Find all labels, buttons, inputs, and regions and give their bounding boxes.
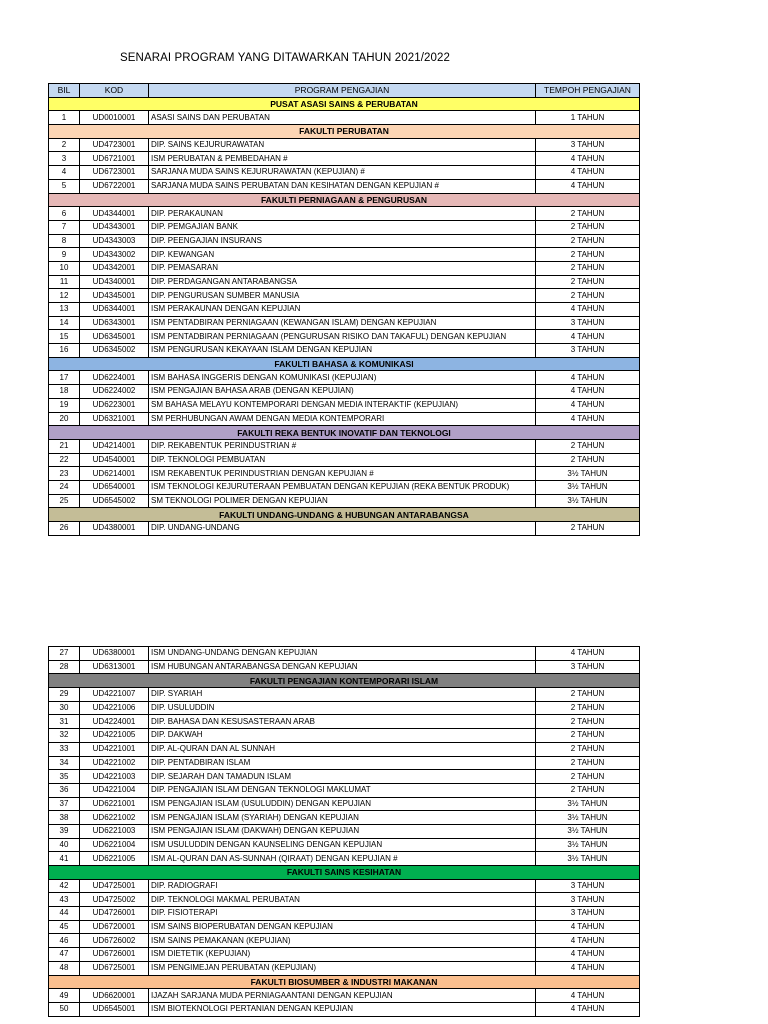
row-bil: 38 [49, 811, 80, 825]
row-bil: 37 [49, 797, 80, 811]
row-program: ISM TEKNOLOGI KEJURUTERAAN PEMBUATAN DENGAN KEPUJIAN (REKA BENTUK PRODUK) [149, 480, 536, 494]
row-bil: 7 [49, 220, 80, 234]
row-bil: 18 [49, 385, 80, 399]
faculty-section-label: FAKULTI PERNIAGAAN & PENGURUSAN [49, 193, 640, 207]
table-row [49, 234, 640, 248]
row-program: ISM AL-QURAN DAN AS-SUNNAH (QIRAAT) DENGAN KEPUJIAN # [149, 852, 536, 866]
row-program: ISM HUBUNGAN ANTARABANGSA DENGAN KEPUJIAN [149, 660, 536, 674]
table-row [49, 179, 640, 193]
row-bil: 20 [49, 412, 80, 426]
row-kod: UD4221003 [80, 770, 149, 784]
row-program: DIP. PEENGAJIAN INSURANS [149, 234, 536, 248]
row-bil: 50 [49, 1002, 80, 1016]
row-kod: UD6343001 [80, 316, 149, 330]
row-bil: 42 [49, 879, 80, 893]
table-row [49, 453, 640, 467]
row-tempoh: 3½ TAHUN [536, 467, 640, 481]
row-bil: 2 [49, 138, 80, 152]
row-kod: UD4726001 [80, 907, 149, 921]
row-program: ISM PERAKAUNAN DENGAN KEPUJIAN [149, 303, 536, 317]
faculty-section-label: FAKULTI BIOSUMBER & INDUSTRI MAKANAN [49, 975, 640, 989]
row-tempoh: 3 TAHUN [536, 316, 640, 330]
table-row [49, 330, 640, 344]
row-program: DIP. PERAKAUNAN [149, 207, 536, 221]
row-kod: UD4340001 [80, 275, 149, 289]
row-bil: 44 [49, 907, 80, 921]
row-program: DIP. PEMASARAN [149, 261, 536, 275]
row-kod: UD4725002 [80, 893, 149, 907]
row-tempoh: 2 TAHUN [536, 275, 640, 289]
row-tempoh: 2 TAHUN [536, 220, 640, 234]
row-program: SARJANA MUDA SAINS KEJURURAWATAN (KEPUJIAN) # [149, 166, 536, 180]
row-bil: 48 [49, 961, 80, 975]
row-kod: UD4221007 [80, 688, 149, 702]
row-program: ISM UNDANG-UNDANG DENGAN KEPUJIAN [149, 647, 536, 661]
row-bil: 5 [49, 179, 80, 193]
row-kod: UD6221003 [80, 824, 149, 838]
row-program: ISM PENGAJIAN ISLAM (SYARIAH) DENGAN KEPUJIAN [149, 811, 536, 825]
row-tempoh: 2 TAHUN [536, 783, 640, 797]
row-bil: 43 [49, 893, 80, 907]
row-kod: UD6720001 [80, 920, 149, 934]
row-program: SM TEKNOLOGI POLIMER DENGAN KEPUJIAN [149, 494, 536, 508]
row-program: DIP. KEWANGAN [149, 248, 536, 262]
row-program: ISM PENTADBIRAN PERNIAGAAN (KEWANGAN ISLAM) DENGAN KEPUJIAN [149, 316, 536, 330]
row-kod: UD4343001 [80, 220, 149, 234]
row-tempoh: 2 TAHUN [536, 207, 640, 221]
program-table-part-1 [48, 83, 640, 536]
row-bil: 1 [49, 111, 80, 125]
row-kod: UD6545001 [80, 1002, 149, 1016]
row-kod: UD4221002 [80, 756, 149, 770]
table-row [49, 811, 640, 825]
faculty-section-row [49, 357, 640, 371]
row-tempoh: 3 TAHUN [536, 879, 640, 893]
row-tempoh: 1 TAHUN [536, 111, 640, 125]
row-tempoh: 2 TAHUN [536, 756, 640, 770]
row-tempoh: 4 TAHUN [536, 152, 640, 166]
faculty-section-row [49, 426, 640, 440]
table-row [49, 783, 640, 797]
row-kod: UD4221004 [80, 783, 149, 797]
faculty-section-label: FAKULTI PERUBATAN [49, 125, 640, 139]
row-tempoh: 4 TAHUN [536, 385, 640, 399]
row-tempoh: 2 TAHUN [536, 701, 640, 715]
table-row [49, 207, 640, 221]
table-row [49, 220, 640, 234]
row-kod: UD0010001 [80, 111, 149, 125]
row-kod: UD6221004 [80, 838, 149, 852]
row-tempoh: 3 TAHUN [536, 344, 640, 358]
row-program: ISM PENGAJIAN ISLAM (USULUDDIN) DENGAN KEPUJIAN [149, 797, 536, 811]
row-tempoh: 4 TAHUN [536, 989, 640, 1003]
row-bil: 32 [49, 729, 80, 743]
row-bil: 35 [49, 770, 80, 784]
row-bil: 21 [49, 439, 80, 453]
row-bil: 45 [49, 920, 80, 934]
table-row [49, 480, 640, 494]
row-kod: UD6344001 [80, 303, 149, 317]
table-row [49, 852, 640, 866]
row-tempoh: 4 TAHUN [536, 179, 640, 193]
table-row [49, 275, 640, 289]
row-program: DIP. PEMGAJIAN BANK [149, 220, 536, 234]
table-row [49, 701, 640, 715]
table-row [49, 344, 640, 358]
row-tempoh: 4 TAHUN [536, 303, 640, 317]
row-kod: UD6726001 [80, 948, 149, 962]
row-kod: UD6540001 [80, 480, 149, 494]
row-bil: 10 [49, 261, 80, 275]
table-row [49, 152, 640, 166]
row-kod: UD6223001 [80, 398, 149, 412]
row-tempoh: 3½ TAHUN [536, 797, 640, 811]
row-bil: 13 [49, 303, 80, 317]
table-row [49, 261, 640, 275]
row-tempoh: 3 TAHUN [536, 138, 640, 152]
row-kod: UD6723001 [80, 166, 149, 180]
program-table-part-2 [48, 646, 640, 1017]
row-kod: UD6313001 [80, 660, 149, 674]
page-title: SENARAI PROGRAM YANG DITAWARKAN TAHUN 2021/2022 [120, 52, 450, 64]
row-bil: 40 [49, 838, 80, 852]
row-kod: UD4221005 [80, 729, 149, 743]
header-program: PROGRAM PENGAJIAN [149, 84, 536, 98]
row-tempoh: 3½ TAHUN [536, 494, 640, 508]
row-kod: UD4343003 [80, 234, 149, 248]
row-tempoh: 3½ TAHUN [536, 838, 640, 852]
row-program: DIP. SAINS KEJURURAWATAN [149, 138, 536, 152]
row-bil: 9 [49, 248, 80, 262]
faculty-section-row [49, 193, 640, 207]
row-program: DIP. FISIOTERAPI [149, 907, 536, 921]
row-bil: 39 [49, 824, 80, 838]
table-header-row [49, 84, 640, 98]
table-row [49, 715, 640, 729]
table-row [49, 934, 640, 948]
row-program: DIP. AL-QURAN DAN AL SUNNAH [149, 742, 536, 756]
row-program: ISM USULUDDIN DENGAN KAUNSELING DENGAN KEPUJIAN [149, 838, 536, 852]
faculty-section-label: FAKULTI UNDANG-UNDANG & HUBUNGAN ANTARABANGSA [49, 508, 640, 522]
header-bil: BIL [49, 84, 80, 98]
row-bil: 12 [49, 289, 80, 303]
row-program: ISM PENTADBIRAN PERNIAGAAN (PENGURUSAN RISIKO DAN TAKAFUL) DENGAN KEPUJIAN [149, 330, 536, 344]
row-kod: UD6224002 [80, 385, 149, 399]
row-program: DIP. PENGAJIAN ISLAM DENGAN TEKNOLOGI MAKLUMAT [149, 783, 536, 797]
row-program: DIP. PENTADBIRAN ISLAM [149, 756, 536, 770]
row-program: ISM PENGAJIAN BAHASA ARAB (DENGAN KEPUJIAN) [149, 385, 536, 399]
row-tempoh: 4 TAHUN [536, 330, 640, 344]
header-tempoh: TEMPOH PENGAJIAN [536, 84, 640, 98]
row-kod: UD6221001 [80, 797, 149, 811]
row-program: ISM PENGAJIAN ISLAM (DAKWAH) DENGAN KEPUJIAN [149, 824, 536, 838]
row-program: ISM BAHASA INGGERIS DENGAN KOMUNIKASI (KEPUJIAN) [149, 371, 536, 385]
row-kod: UD4224001 [80, 715, 149, 729]
table-row [49, 961, 640, 975]
row-kod: UD6721001 [80, 152, 149, 166]
table-row [49, 316, 640, 330]
table-row [49, 824, 640, 838]
row-kod: UD6224001 [80, 371, 149, 385]
row-kod: UD6214001 [80, 467, 149, 481]
row-bil: 11 [49, 275, 80, 289]
row-tempoh: 4 TAHUN [536, 948, 640, 962]
row-program: DIP. UNDANG-UNDANG [149, 522, 536, 536]
row-program: DIP. RADIOGRAFI [149, 879, 536, 893]
row-bil: 8 [49, 234, 80, 248]
row-program: DIP. REKABENTUK PERINDUSTRIAN # [149, 439, 536, 453]
row-program: DIP. DAKWAH [149, 729, 536, 743]
row-program: ASASI SAINS DAN PERUBATAN [149, 111, 536, 125]
row-kod: UD4342001 [80, 261, 149, 275]
table-row [49, 138, 640, 152]
row-program: ISM SAINS BIOPERUBATAN DENGAN KEPUJIAN [149, 920, 536, 934]
row-bil: 22 [49, 453, 80, 467]
row-bil: 23 [49, 467, 80, 481]
row-tempoh: 2 TAHUN [536, 261, 640, 275]
row-tempoh: 3½ TAHUN [536, 480, 640, 494]
row-kod: UD6725001 [80, 961, 149, 975]
row-bil: 41 [49, 852, 80, 866]
faculty-section-row [49, 866, 640, 880]
table-row [49, 412, 640, 426]
table-row [49, 742, 640, 756]
table-row [49, 248, 640, 262]
row-kod: UD6726002 [80, 934, 149, 948]
row-bil: 31 [49, 715, 80, 729]
faculty-section-row [49, 97, 640, 111]
row-tempoh: 3½ TAHUN [536, 811, 640, 825]
row-kod: UD6345001 [80, 330, 149, 344]
row-bil: 28 [49, 660, 80, 674]
table-row [49, 797, 640, 811]
row-program: DIP. TEKNOLOGI MAKMAL PERUBATAN [149, 893, 536, 907]
row-bil: 17 [49, 371, 80, 385]
faculty-section-label: FAKULTI SAINS KESIHATAN [49, 866, 640, 880]
table-row [49, 166, 640, 180]
row-kod: UD4380001 [80, 522, 149, 536]
table-row [49, 289, 640, 303]
row-kod: UD4725001 [80, 879, 149, 893]
row-bil: 6 [49, 207, 80, 221]
row-program: SM BAHASA MELAYU KONTEMPORARI DENGAN MEDIA INTERAKTIF (KEPUJIAN) [149, 398, 536, 412]
table-row [49, 756, 640, 770]
row-kod: UD4214001 [80, 439, 149, 453]
table-row [49, 1002, 640, 1016]
row-bil: 4 [49, 166, 80, 180]
row-bil: 19 [49, 398, 80, 412]
row-tempoh: 3 TAHUN [536, 660, 640, 674]
row-bil: 16 [49, 344, 80, 358]
row-tempoh: 4 TAHUN [536, 961, 640, 975]
row-kod: UD4723001 [80, 138, 149, 152]
row-tempoh: 2 TAHUN [536, 688, 640, 702]
row-bil: 29 [49, 688, 80, 702]
row-kod: UD6221002 [80, 811, 149, 825]
table-row [49, 907, 640, 921]
faculty-section-row [49, 674, 640, 688]
row-bil: 14 [49, 316, 80, 330]
row-program: DIP. TEKNOLOGI PEMBUATAN [149, 453, 536, 467]
table-row [49, 385, 640, 399]
row-tempoh: 2 TAHUN [536, 729, 640, 743]
faculty-section-row [49, 125, 640, 139]
row-kod: UD4221006 [80, 701, 149, 715]
row-tempoh: 2 TAHUN [536, 439, 640, 453]
row-bil: 47 [49, 948, 80, 962]
table-row [49, 660, 640, 674]
row-program: ISM DIETETIK (KEPUJIAN) [149, 948, 536, 962]
row-tempoh: 2 TAHUN [536, 234, 640, 248]
table-row [49, 879, 640, 893]
row-tempoh: 3 TAHUN [536, 893, 640, 907]
table-row [49, 371, 640, 385]
row-program: DIP. SEJARAH DAN TAMADUN ISLAM [149, 770, 536, 784]
row-tempoh: 2 TAHUN [536, 522, 640, 536]
row-bil: 46 [49, 934, 80, 948]
row-bil: 24 [49, 480, 80, 494]
row-program: ISM PERUBATAN & PEMBEDAHAN # [149, 152, 536, 166]
row-tempoh: 4 TAHUN [536, 412, 640, 426]
header-kod: KOD [80, 84, 149, 98]
row-bil: 15 [49, 330, 80, 344]
row-tempoh: 4 TAHUN [536, 371, 640, 385]
row-kod: UD4345001 [80, 289, 149, 303]
row-kod: UD6545002 [80, 494, 149, 508]
row-program: ISM REKABENTUK PERINDUSTRIAN DENGAN KEPUJIAN # [149, 467, 536, 481]
row-program: ISM PENGURUSAN KEKAYAAN ISLAM DENGAN KEPUJIAN [149, 344, 536, 358]
row-kod: UD6722001 [80, 179, 149, 193]
row-kod: UD6221005 [80, 852, 149, 866]
row-program: SM PERHUBUNGAN AWAM DENGAN MEDIA KONTEMPORARI [149, 412, 536, 426]
row-kod: UD4540001 [80, 453, 149, 467]
row-tempoh: 2 TAHUN [536, 248, 640, 262]
table-row [49, 948, 640, 962]
row-bil: 27 [49, 647, 80, 661]
row-tempoh: 4 TAHUN [536, 920, 640, 934]
row-bil: 36 [49, 783, 80, 797]
row-tempoh: 4 TAHUN [536, 934, 640, 948]
row-program: SARJANA MUDA SAINS PERUBATAN DAN KESIHATAN DENGAN KEPUJIAN # [149, 179, 536, 193]
row-program: DIP. PERDAGANGAN ANTARABANGSA [149, 275, 536, 289]
row-bil: 33 [49, 742, 80, 756]
table-row [49, 647, 640, 661]
table-row [49, 770, 640, 784]
row-kod: UD4343002 [80, 248, 149, 262]
faculty-section-label: FAKULTI BAHASA & KOMUNIKASI [49, 357, 640, 371]
row-kod: UD6321001 [80, 412, 149, 426]
faculty-section-row [49, 508, 640, 522]
row-kod: UD4221001 [80, 742, 149, 756]
row-bil: 34 [49, 756, 80, 770]
row-program: DIP. SYARIAH [149, 688, 536, 702]
table-row [49, 439, 640, 453]
row-bil: 25 [49, 494, 80, 508]
faculty-section-label: FAKULTI PENGAJIAN KONTEMPORARI ISLAM [49, 674, 640, 688]
table-row [49, 111, 640, 125]
row-kod: UD4344001 [80, 207, 149, 221]
faculty-section-label: FAKULTI REKA BENTUK INOVATIF DAN TEKNOLOGI [49, 426, 640, 440]
table-row [49, 494, 640, 508]
row-tempoh: 2 TAHUN [536, 289, 640, 303]
row-bil: 49 [49, 989, 80, 1003]
table-row [49, 838, 640, 852]
row-tempoh: 4 TAHUN [536, 647, 640, 661]
row-bil: 3 [49, 152, 80, 166]
row-program: ISM SAINS PEMAKANAN (KEPUJIAN) [149, 934, 536, 948]
row-tempoh: 4 TAHUN [536, 166, 640, 180]
table-row [49, 467, 640, 481]
row-program: DIP. BAHASA DAN KESUSASTERAAN ARAB [149, 715, 536, 729]
table-row [49, 688, 640, 702]
row-program: IJAZAH SARJANA MUDA PERNIAGAANTANI DENGAN KEPUJIAN [149, 989, 536, 1003]
table-row [49, 729, 640, 743]
row-tempoh: 2 TAHUN [536, 770, 640, 784]
table-row [49, 920, 640, 934]
row-tempoh: 3 TAHUN [536, 907, 640, 921]
row-program: ISM PENGIMEJAN PERUBATAN (KEPUJIAN) [149, 961, 536, 975]
table-row [49, 989, 640, 1003]
row-bil: 26 [49, 522, 80, 536]
table-row [49, 398, 640, 412]
row-tempoh: 3½ TAHUN [536, 852, 640, 866]
row-kod: UD6380001 [80, 647, 149, 661]
faculty-section-label: PUSAT ASASI SAINS & PERUBATAN [49, 97, 640, 111]
row-bil: 30 [49, 701, 80, 715]
row-tempoh: 2 TAHUN [536, 453, 640, 467]
table-row [49, 522, 640, 536]
row-tempoh: 2 TAHUN [536, 742, 640, 756]
table-row [49, 893, 640, 907]
row-tempoh: 2 TAHUN [536, 715, 640, 729]
row-kod: UD6345002 [80, 344, 149, 358]
row-program: DIP. PENGURUSAN SUMBER MANUSIA [149, 289, 536, 303]
row-program: DIP. USULUDDIN [149, 701, 536, 715]
faculty-section-row [49, 975, 640, 989]
row-tempoh: 4 TAHUN [536, 1002, 640, 1016]
row-kod: UD6620001 [80, 989, 149, 1003]
row-tempoh: 3½ TAHUN [536, 824, 640, 838]
row-tempoh: 4 TAHUN [536, 398, 640, 412]
table-row [49, 303, 640, 317]
row-program: ISM BIOTEKNOLOGI PERTANIAN DENGAN KEPUJIAN [149, 1002, 536, 1016]
